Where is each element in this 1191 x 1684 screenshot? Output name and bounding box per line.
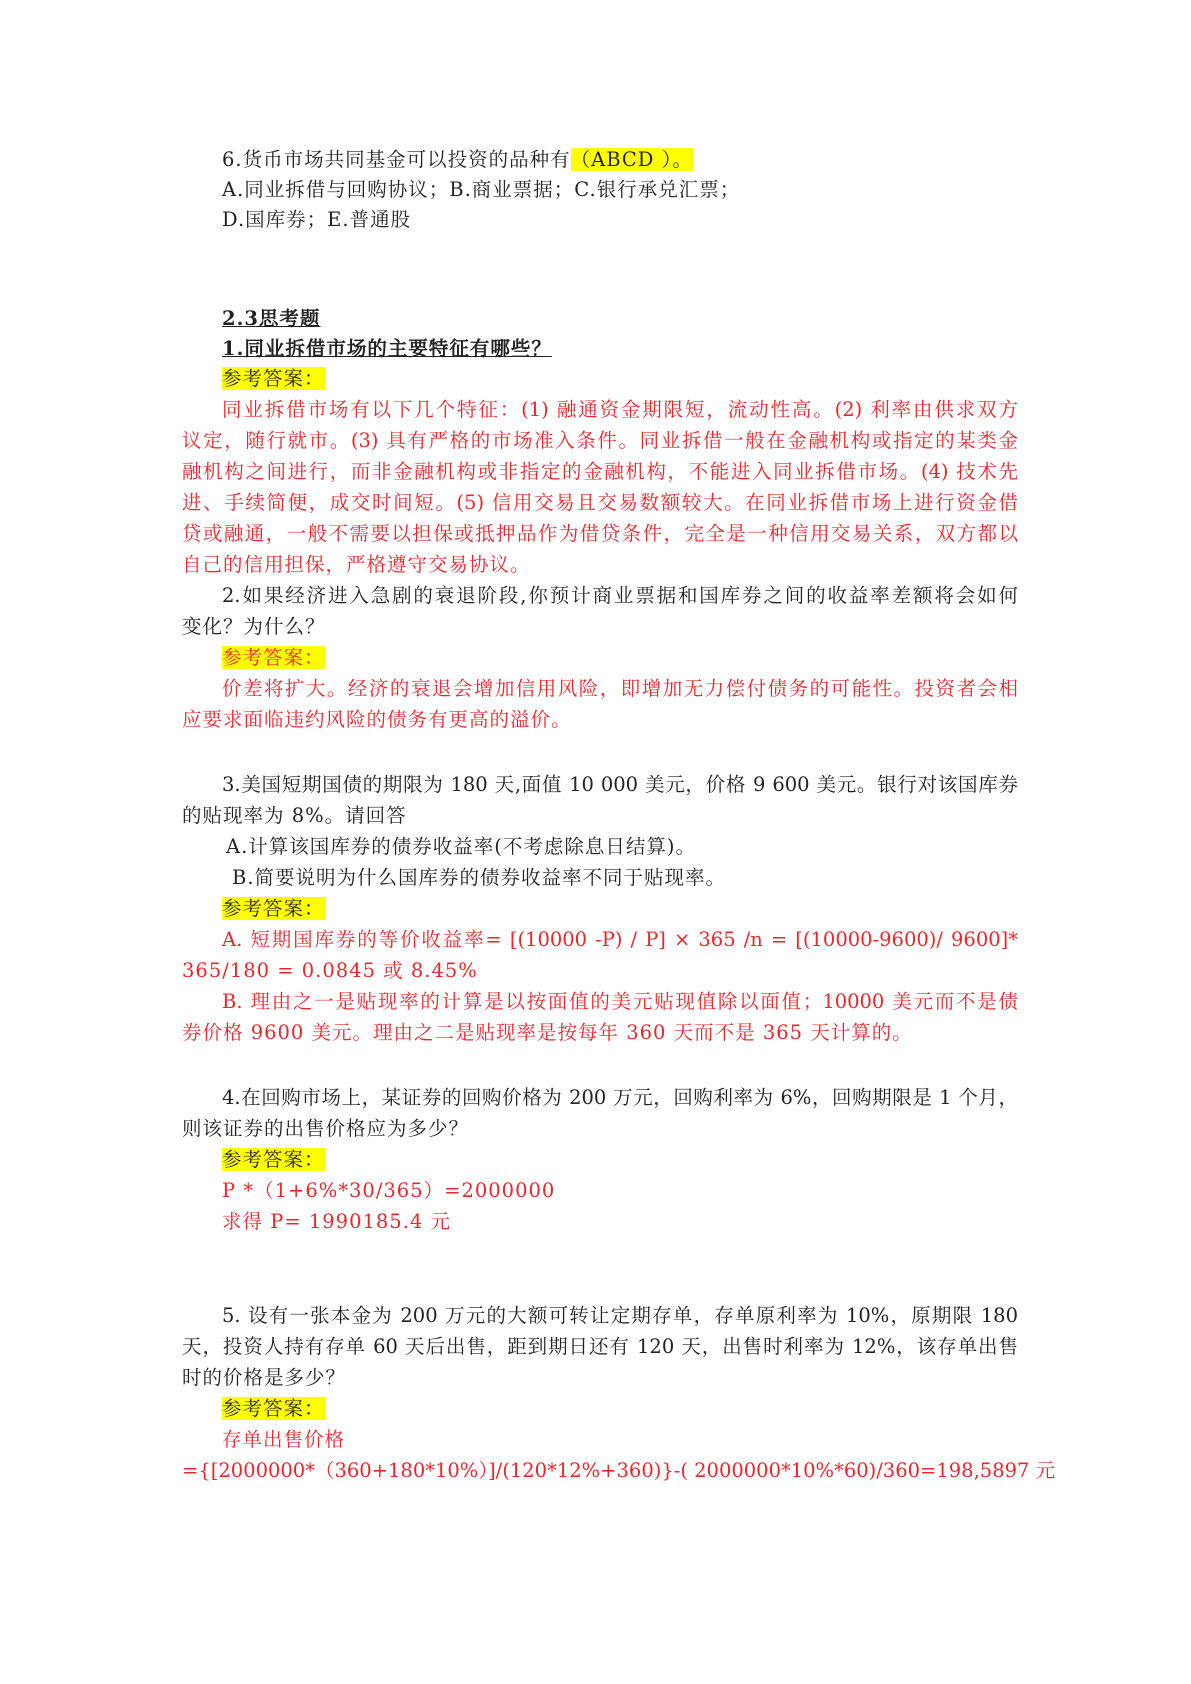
q6-stem-prefix: 6.货币市场共同基金可以投资的品种有 xyxy=(222,148,571,171)
q6-stem-answer: （ABCD ） xyxy=(570,148,673,171)
q3-sub-b: B.简要说明为什么国库券的债券收益率不同于贴现率。 xyxy=(232,866,727,889)
q2-answer-line: 价差将扩大。经济的衰退会增加信用风险，即增加无力偿付债务的可能性。投资者会相 xyxy=(222,677,1018,700)
q1-answer-line: 贷或融通，一般不需要以担保或抵押品作为借贷条件，完全是一种信用交易关系，双方都以 xyxy=(182,522,1018,545)
q2-answer-line: 应要求面临违约风险的债务有更高的溢价。 xyxy=(182,708,572,731)
q3-answer-line: A. 短期国库券的等价收益率= [(10000 -P) / P] × 365 /n = [(10000-9600)/ 9600]* xyxy=(222,928,1018,951)
q4-answer-line: P *（1+6%*30/365）=2000000 xyxy=(222,1179,556,1202)
q1-answer-line: 议定，随行就市。(3) 具有严格的市场准入条件。同业拆借一般在金融机构或指定的某类金 xyxy=(182,429,1018,452)
q5-title-line: 5. 设有一张本金为 200 万元的大额可转让定期存单，存单原利率为 10%，原期限 180 xyxy=(222,1304,1018,1327)
q1-answer-line: 自己的信用担保，严格遵守交易协议。 xyxy=(182,553,531,576)
q2-answer-label: 参考答案： xyxy=(222,646,325,669)
q6-options-line-1: A.同业拆借与回购协议；B.商业票据；C.银行承兑汇票； xyxy=(222,178,741,201)
q5-answer-line: 存单出售价格 xyxy=(222,1428,346,1451)
q6-stem xyxy=(222,146,693,174)
q3-title-line: 3.美国短期国债的期限为 180 天,面值 10 000 美元，价格 9 600 美元。银行对该国库券 xyxy=(222,773,1018,796)
q4-title-line: 则该证券的出售价格应为多少？ xyxy=(182,1117,470,1140)
q1-answer-line: 进、手续简便，成交时间短。(5) 信用交易且交易数额较大。在同业拆借市场上进行资金借 xyxy=(182,491,1018,514)
q2-title-line: 2.如果经济进入急剧的衰退阶段,你预计商业票据和国库券之间的收益率差额将会如何 xyxy=(222,584,1018,607)
q5-title-line: 天，投资人持有存单 60 天后出售，距到期日还有 120 天，出售时利率为 12%，该存单出售 xyxy=(182,1335,1018,1358)
q2-title-line: 变化？为什么？ xyxy=(182,615,326,638)
q4-answer-label: 参考答案： xyxy=(222,1148,325,1171)
q4-title-line: 4.在回购市场上，某证券的回购价格为 200 万元，回购利率为 6%，回购期限是 1 个月， xyxy=(222,1086,1018,1109)
q1-answer-label: 参考答案： xyxy=(222,367,325,390)
q3-answer-label: 参考答案： xyxy=(222,897,325,920)
q5-answer-label: 参考答案： xyxy=(222,1397,325,1420)
q4-answer-line: 求得 P= 1990185.4 元 xyxy=(222,1210,452,1233)
q5-answer-line: ={[2000000*（360+180*10%）]/(120*12%+360)}-( 2000000*10%*60)/360=198,5897 元 xyxy=(182,1459,1056,1482)
q1-answer-line: 同业拆借市场有以下几个特征：(1) 融通资金期限短，流动性高。(2) 利率由供求双方 xyxy=(222,398,1018,421)
q3-answer-line: 365/180 = 0.0845 或 8.45% xyxy=(182,959,478,982)
section-heading: 2.3思考题 xyxy=(222,307,321,330)
q1-answer-line: 融机构之间进行，而非金融机构或非指定的金融机构，不能进入同业拆借市场。(4) 技术先 xyxy=(182,460,1018,483)
q1-title: 1.同业拆借市场的主要特征有哪些？ xyxy=(222,337,552,360)
q3-sub-a: A.计算该国库券的债券收益率(不考虑除息日结算)。 xyxy=(226,835,696,858)
q5-title-line: 时的价格是多少？ xyxy=(182,1366,347,1389)
q3-answer-line: 券价格 9600 美元。理由之二是贴现率是按每年 360 天而不是 365 天计算的。 xyxy=(182,1021,913,1044)
q3-answer-line: B. 理由之一是贴现率的计算是以按面值的美元贴现值除以面值；10000 美元而不是债 xyxy=(222,990,1018,1013)
q6-stem-suffix: 。 xyxy=(672,148,693,171)
q3-title-line: 的贴现率为 8%。请回答 xyxy=(182,804,407,827)
q6-options-line-2: D.国库券；E.普通股 xyxy=(222,208,412,231)
